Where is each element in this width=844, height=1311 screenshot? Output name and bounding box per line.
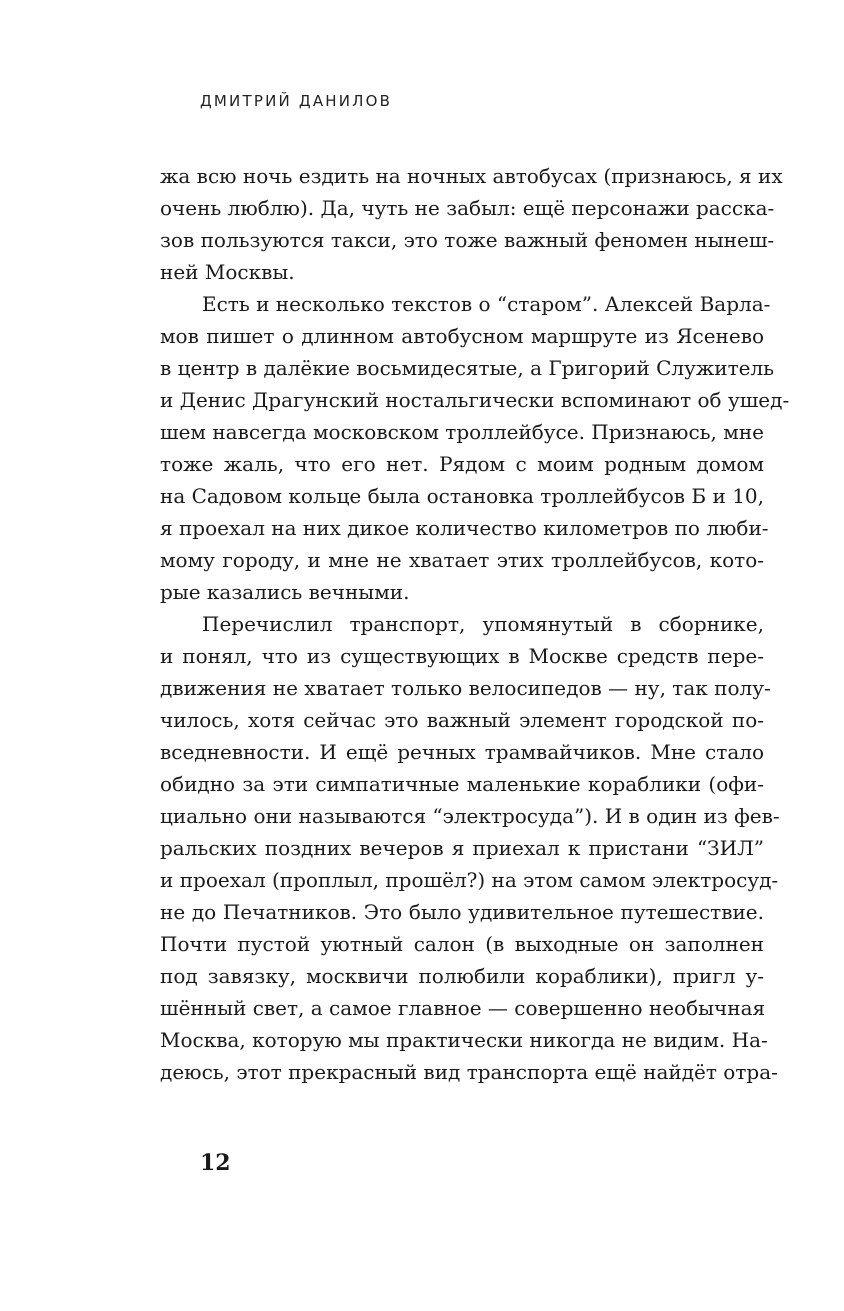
text-line: обидно за эти симпатичные маленькие кораблики (офи- xyxy=(160,772,764,796)
text-line: зов пользуются такси, это тоже важный феномен нынеш- xyxy=(160,228,775,252)
paragraph-1 xyxy=(160,160,783,288)
text-line: не до Печатников. Это было удивительное путешествие. xyxy=(160,900,764,924)
paragraph-3 xyxy=(160,608,780,1088)
running-head-author: ДМИТРИЙ ДАНИЛОВ xyxy=(200,92,393,110)
text-line: в центр в далёкие восьмидесятые, а Григорий Служитель xyxy=(160,356,775,380)
text-line: шённый свет, а самое главное — совершенно необычная xyxy=(160,996,766,1020)
text-line: Есть и несколько текстов о “старом”. Алексей Варла- xyxy=(202,292,771,316)
text-line: ней Москвы. xyxy=(160,260,295,284)
text-line: деюсь, этот прекрасный вид транспорта ещё найдёт отра- xyxy=(160,1060,778,1084)
text-line: рые казались вечными. xyxy=(160,580,410,604)
text-line: очень люблю). Да, чуть не забыл: ещё персонажи расска- xyxy=(160,196,775,220)
text-line: и Денис Драгунский ностальгически вспоминают об ушед- xyxy=(160,388,790,412)
text-line: жа всю ночь ездить на ночных автобусах (признаюсь, я их xyxy=(160,164,783,188)
text-line: Почти пустой уютный салон (в выходные он заполнен xyxy=(160,932,764,956)
text-line: движения не хватает только велосипедов — ну, так полу- xyxy=(160,676,771,700)
text-line: ральских поздних вечеров я приехал к пристани “ЗИЛ” xyxy=(160,836,764,860)
text-line: под завязку, москвичи полюбили кораблики), пригл у- xyxy=(160,964,764,988)
text-line: циально они называются “электросуда”). И в один из фев- xyxy=(160,804,780,828)
text-line: и понял, что из существующих в Москве средств пере- xyxy=(160,644,764,668)
page-number: 12 xyxy=(200,1150,231,1176)
text-line: мому городу, и мне не хватает этих троллейбусов, кото- xyxy=(160,548,764,572)
text-line: тоже жаль, что его нет. Рядом с моим родным домом xyxy=(160,452,764,476)
text-line: и проехал (проплыл, прошёл?) на этом самом электросуд- xyxy=(160,868,779,892)
text-line: мов пишет о длинном автобусном маршруте из Ясенево xyxy=(160,324,764,348)
text-line: на Садовом кольце была остановка троллейбусов Б и 10, xyxy=(160,484,764,508)
text-line: я проехал на них дикое количество километров по люби- xyxy=(160,516,769,540)
paragraph-2 xyxy=(160,288,790,608)
text-line: чилось, хотя сейчас это важный элемент городской по- xyxy=(160,708,764,732)
text-line: Перечислил транспорт, упомянутый в сборнике, xyxy=(202,612,764,636)
text-line: вседневности. И ещё речных трамвайчиков. Мне стало xyxy=(160,740,764,764)
text-line: шем навсегда московском троллейбусе. Признаюсь, мне xyxy=(160,420,764,444)
body-text xyxy=(160,160,790,1088)
text-line: Москва, которую мы практически никогда не видим. На- xyxy=(160,1028,768,1052)
